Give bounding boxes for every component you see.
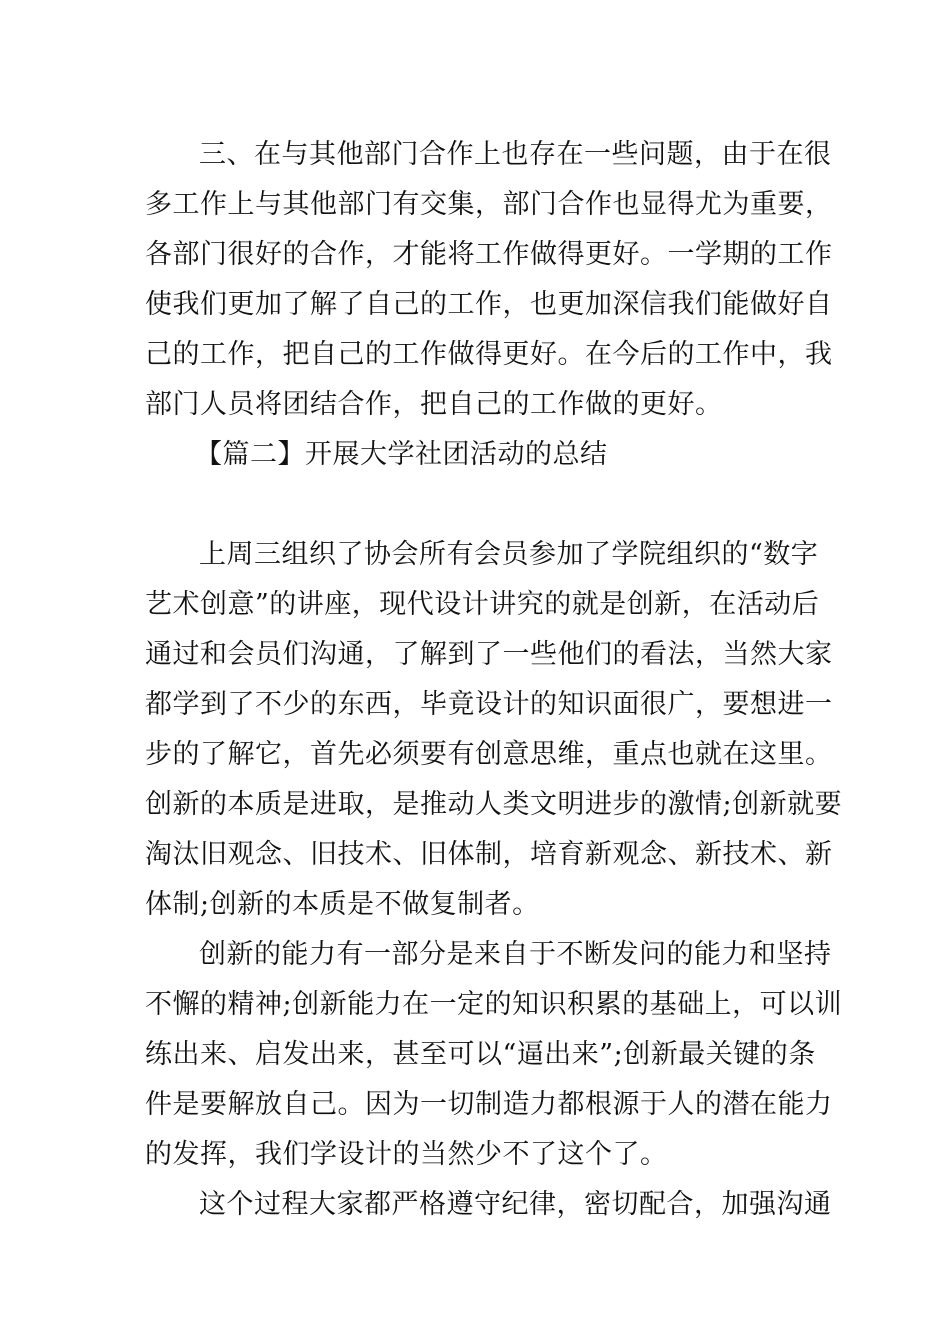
paragraph-line: 多工作上与其他部门有交集，部门合作也显得尤为重要， xyxy=(145,189,833,220)
paragraph-line: 步的了解它，首先必须要有创意思维，重点也就在这里。 xyxy=(145,739,833,770)
paragraph-line: 都学到了不少的东西，毕竟设计的知识面很广，要想进一 xyxy=(145,689,833,720)
paragraph-line: 这个过程大家都严格遵守纪律，密切配合，加强沟通 xyxy=(199,1189,832,1220)
paragraph-line: 的发挥，我们学设计的当然少不了这个了。 xyxy=(145,1139,668,1170)
paragraph-line: 使我们更加了解了自己的工作，也更加深信我们能做好自 xyxy=(145,289,833,320)
paragraph-line: 艺术创意”的讲座，现代设计讲究的就是创新，在活动后 xyxy=(145,589,820,620)
paragraph-line: 体制;创新的本质是不做复制者。 xyxy=(145,889,540,920)
paragraph-line: 淘汰旧观念、旧技术、旧体制，培育新观念、新技术、新 xyxy=(145,839,833,870)
paragraph-line: 己的工作，把自己的工作做得更好。在今后的工作中，我 xyxy=(145,339,833,370)
section-heading: 【篇二】开展大学社团活动的总结 xyxy=(195,439,608,470)
paragraph-line: 上周三组织了协会所有会员参加了学院组织的“数字 xyxy=(199,539,819,570)
paragraph-line: 不懈的精神;创新能力在一定的知识积累的基础上，可以训 xyxy=(145,989,843,1020)
paragraph-line: 通过和会员们沟通，了解到了一些他们的看法，当然大家 xyxy=(145,639,833,670)
paragraph-line: 练出来、启发出来，甚至可以“逼出来”;创新最关键的条 xyxy=(145,1039,816,1070)
paragraph-line: 三、在与其他部门合作上也存在一些问题，由于在很 xyxy=(199,139,832,170)
paragraph-line: 部门人员将团结合作，把自己的工作做的更好。 xyxy=(145,389,723,420)
paragraph-line: 创新的本质是进取，是推动人类文明进步的激情;创新就要 xyxy=(145,789,843,820)
paragraph-line: 创新的能力有一部分是来自于不断发问的能力和坚持 xyxy=(199,939,832,970)
paragraph-line: 件是要解放自己。因为一切制造力都根源于人的潜在能力 xyxy=(145,1089,833,1120)
paragraph-line: 各部门很好的合作，才能将工作做得更好。一学期的工作 xyxy=(145,239,833,270)
